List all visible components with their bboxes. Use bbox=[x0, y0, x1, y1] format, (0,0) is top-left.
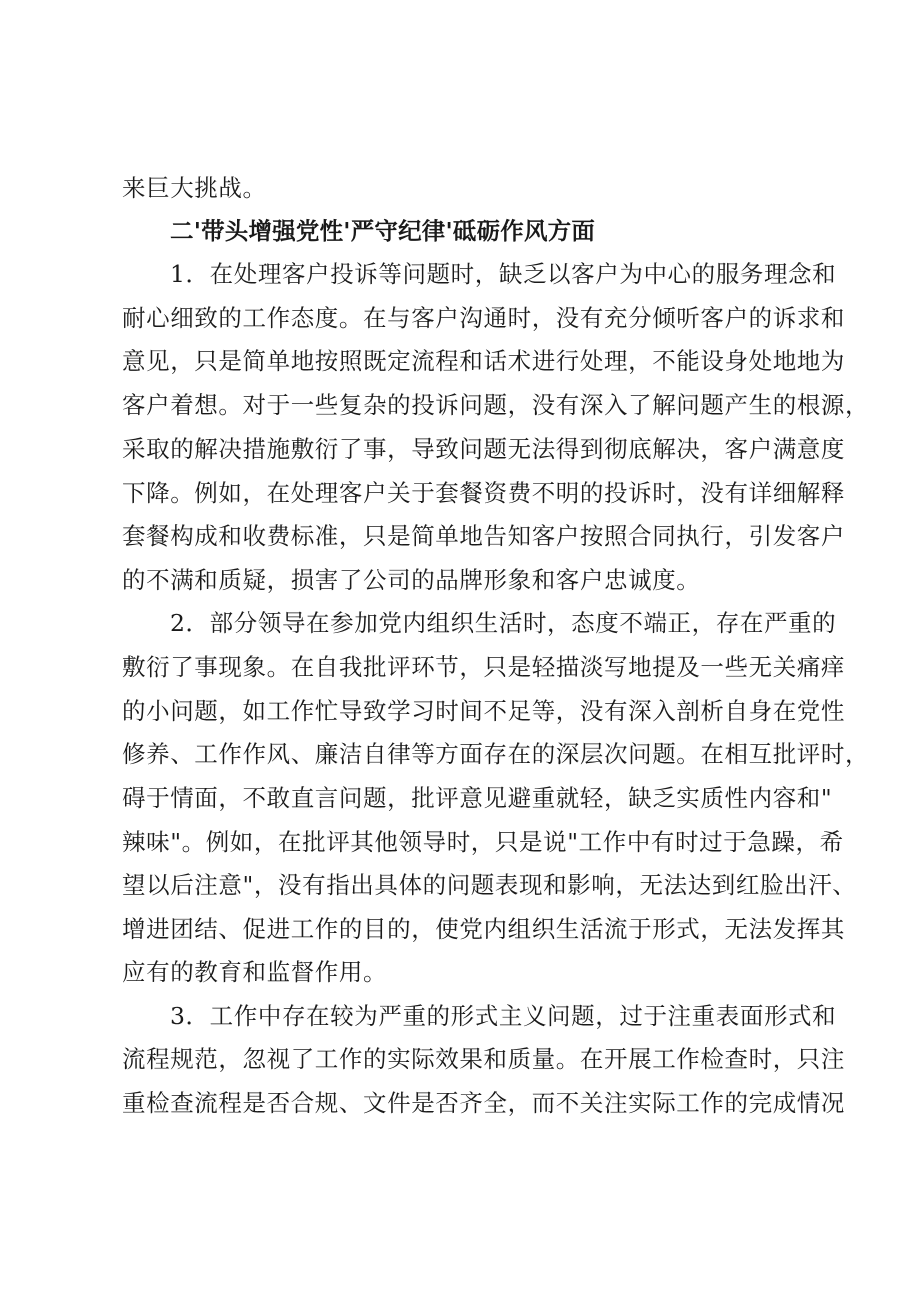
paragraph-1-line-7: 套餐构成和收费标准，只是简单地告知客户按照合同执行，引发客户 bbox=[122, 522, 845, 550]
paragraph-2-line-8: 增进团结、促进工作的目的，使党内组织生活流于形式，无法发挥其 bbox=[122, 915, 845, 943]
paragraph-2-line-9: 应有的教育和监督作用。 bbox=[122, 958, 388, 986]
section-heading: 二'带头增强党性'严守纪律'砥砺作风方面 bbox=[170, 217, 596, 245]
paragraph-2-line-6: 辣味"。例如，在批评其他领导时，只是说"工作中有时过于急躁，希 bbox=[122, 828, 844, 856]
paragraph-1-line-8: 的不满和质疑，损害了公司的品牌形象和客户忠诚度。 bbox=[122, 566, 701, 594]
paragraph-2-line-7: 望以后注意"，没有指出具体的问题表现和影响，无法达到红脸出汗、 bbox=[122, 871, 857, 899]
paragraph-1-line-3: 意见，只是简单地按照既定流程和话术进行处理，不能设身处地地为 bbox=[122, 347, 845, 375]
paragraph-2-line-2: 敷衍了事现象。在自我批评环节，只是轻描淡写地提及一些无关痛痒 bbox=[122, 653, 845, 681]
paragraph-3-line-2: 流程规范，忽视了工作的实际效果和质量。在开展工作检查时，只注 bbox=[122, 1045, 845, 1073]
paragraph-2-line-4: 修养、工作作风、廉洁自律等方面存在的深层次问题。在相互批评时， bbox=[122, 740, 870, 768]
paragraph-1-line-6: 下降。例如，在处理客户关于套餐资费不明的投诉时，没有详细解释 bbox=[122, 479, 845, 507]
paragraph-2-line-3: 的小问题，如工作忙导致学习时间不足等，没有深入剖析自身在党性 bbox=[122, 697, 845, 725]
paragraph-1-line-1: 1．在处理客户投诉等问题时，缺乏以客户为中心的服务理念和 bbox=[170, 260, 837, 288]
paragraph-1-line-2: 耐心细致的工作态度。在与客户沟通时，没有充分倾听客户的诉求和 bbox=[122, 304, 845, 332]
carryover-text: 来巨大挑战。 bbox=[122, 174, 267, 202]
paragraph-1-line-4: 客户着想。对于一些复杂的投诉问题，没有深入了解问题产生的根源， bbox=[122, 391, 870, 419]
paragraph-2-line-1: 2．部分领导在参加党内组织生活时，态度不端正，存在严重的 bbox=[170, 609, 837, 637]
paragraph-3-line-1: 3．工作中存在较为严重的形式主义问题，过于注重表面形式和 bbox=[170, 1002, 837, 1030]
paragraph-3-line-3: 重检查流程是否合规、文件是否齐全，而不关注实际工作的完成情况 bbox=[122, 1089, 845, 1117]
paragraph-2-line-5: 碍于情面，不敢直言问题，批评意见避重就轻，缺乏实质性内容和" bbox=[122, 784, 833, 812]
paragraph-1-line-5: 采取的解决措施敷衍了事，导致问题无法得到彻底解决，客户满意度 bbox=[122, 435, 845, 463]
